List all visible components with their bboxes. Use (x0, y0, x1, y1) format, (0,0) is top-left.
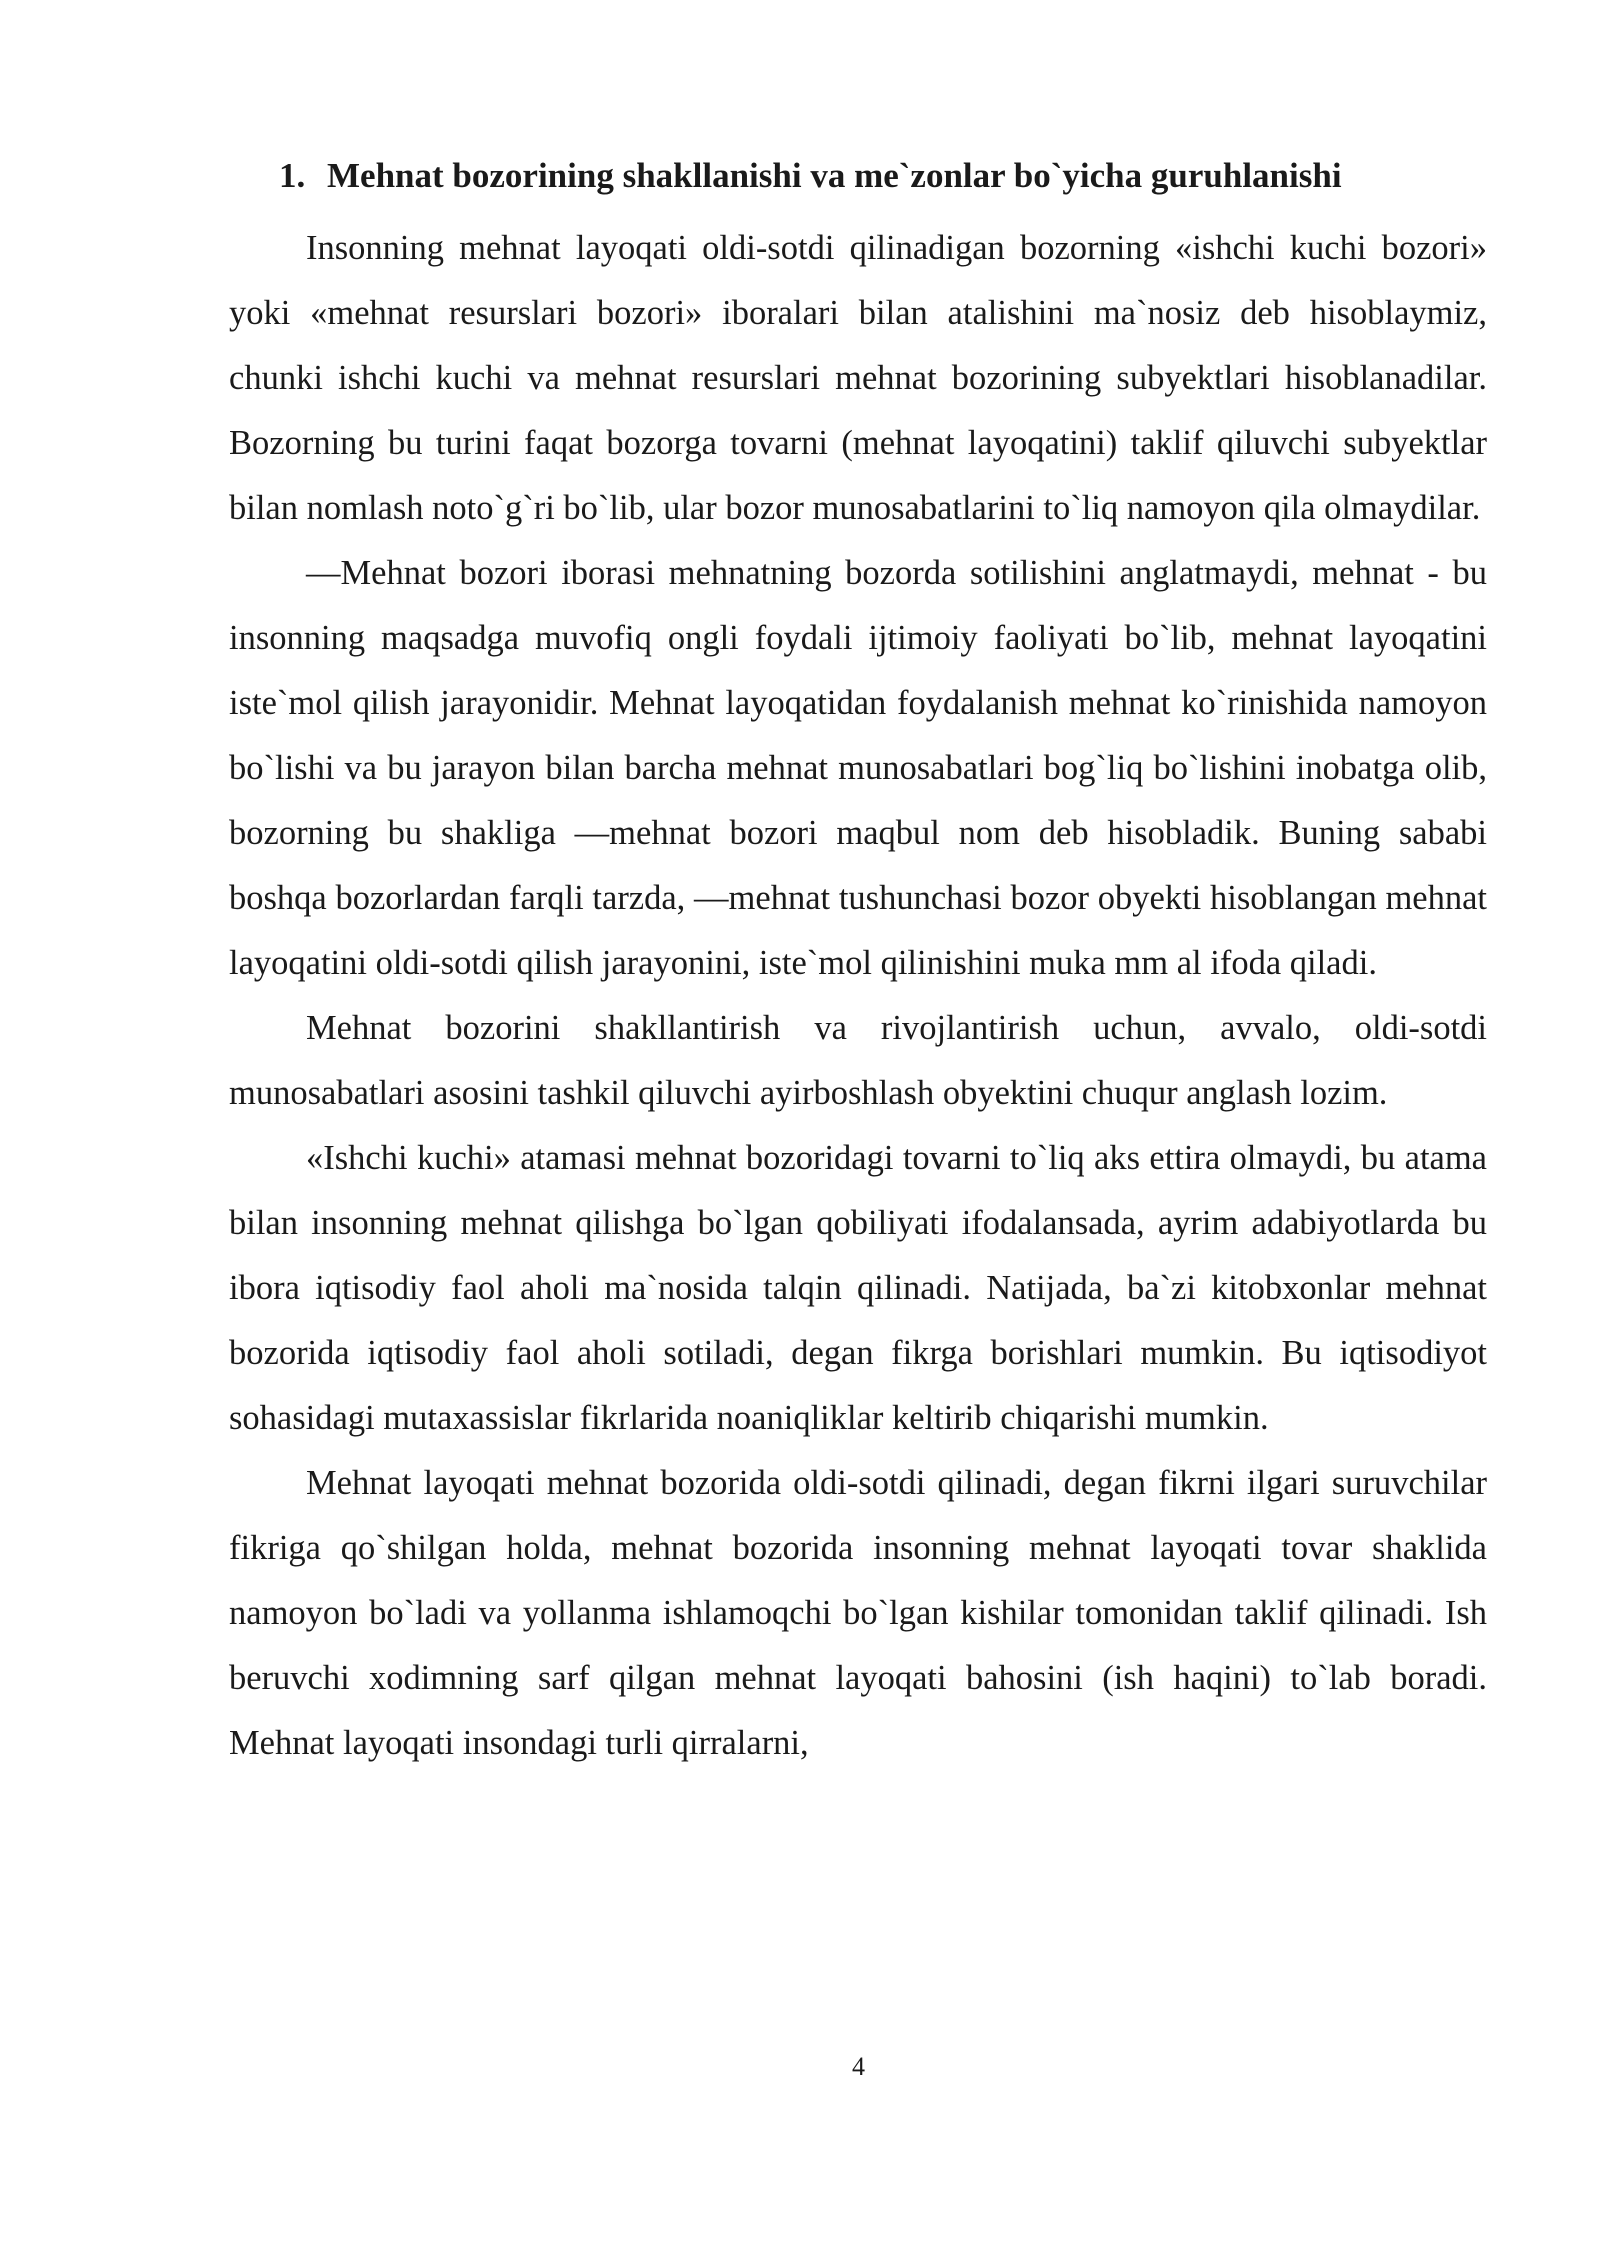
page-content (229, 152, 1487, 1776)
paragraph-3: Mehnat bozorini shakllantirish va rivojlantirish uchun, avvalo, oldi-sotdi munosabatlari asosini tashkil qiluvchi ayirboshlash obyektini chuqur anglash lozim. (229, 1009, 1487, 1112)
paragraph-5: Mehnat layoqati mehnat bozorida oldi-sotdi qilinadi, degan fikrni ilgari suruvchilar fikriga qo`shilgan holda, mehnat bozorida insonning mehnat layoqati tovar shaklida namoyon bo`ladi va yollanma ishlamoqchi bo`lgan kishilar tomonidan taklif qilinadi. Ish beruvchi xodimning sarf qilgan mehnat layoqati bahosini (ish haqini) to`lab boradi. Mehnat layoqati insondagi turli qirralarni, (229, 1464, 1487, 1762)
paragraph-1: Insonning mehnat layoqati oldi-sotdi qilinadigan bozorning «ishchi kuchi bozori» yoki «mehnat resurslari bozori» iboralari bilan atalishini ma`nosiz deb hisoblaymiz, chunki ishchi kuchi va mehnat resurslari mehnat bozorining subyektlari hisoblanadilar. Bozorning bu turini faqat bozorga tovarni (mehnat layoqatini) taklif qiluvchi subyektlar bilan nomlash noto`g`ri bo`lib, ular bozor munosabatlarini to`liq namoyon qila olmaydilar. (229, 229, 1487, 527)
paragraph-4: «Ishchi kuchi» atamasi mehnat bozoridagi tovarni to`liq aks ettira olmaydi, bu atama bilan insonning mehnat qilishga bo`lgan qobiliyati ifodalansada, ayrim adabiyotlarda bu ibora iqtisodiy faol aholi ma`nosida talqin qilinadi. Natijada, ba`zi kitobxonlar mehnat bozorida iqtisodiy faol aholi sotiladi, degan fikrga borishlari mumkin. Bu iqtisodiyot sohasidagi mutaxassislar fikrlarida noaniqliklar keltirib chiqarishi mumkin. (229, 1139, 1487, 1437)
paragraph-2: —Mehnat bozori iborasi mehnatning bozorda sotilishini anglatmaydi, mehnat - bu insonning maqsadga muvofiq ongli foydali ijtimoiy faoliyati bo`lib, mehnat layoqatini iste`mol qilish jarayonidir. Mehnat layoqatidan foydalanish mehnat ko`rinishida namoyon bo`lishi va bu jarayon bilan barcha mehnat munosabatlari bog`liq bo`lishini inobatga olib, bozorning bu shakliga —mehnat bozori maqbul nom deb hisobladik. Buning sababi boshqa bozorlardan farqli tarzda, —mehnat tushunchasi bozor obyekti hisoblangan mehnat layoqatini oldi-sotdi qilish jarayonini, iste`mol qilinishini muka mm al ifoda qiladi. (229, 554, 1487, 982)
page-number: 4 (852, 2052, 865, 2081)
section-number: 1. (279, 156, 306, 195)
section-title: Mehnat bozorining shakllanishi va me`zonlar bo`yicha guruhlanishi (327, 156, 1342, 195)
section-heading (279, 152, 1487, 216)
